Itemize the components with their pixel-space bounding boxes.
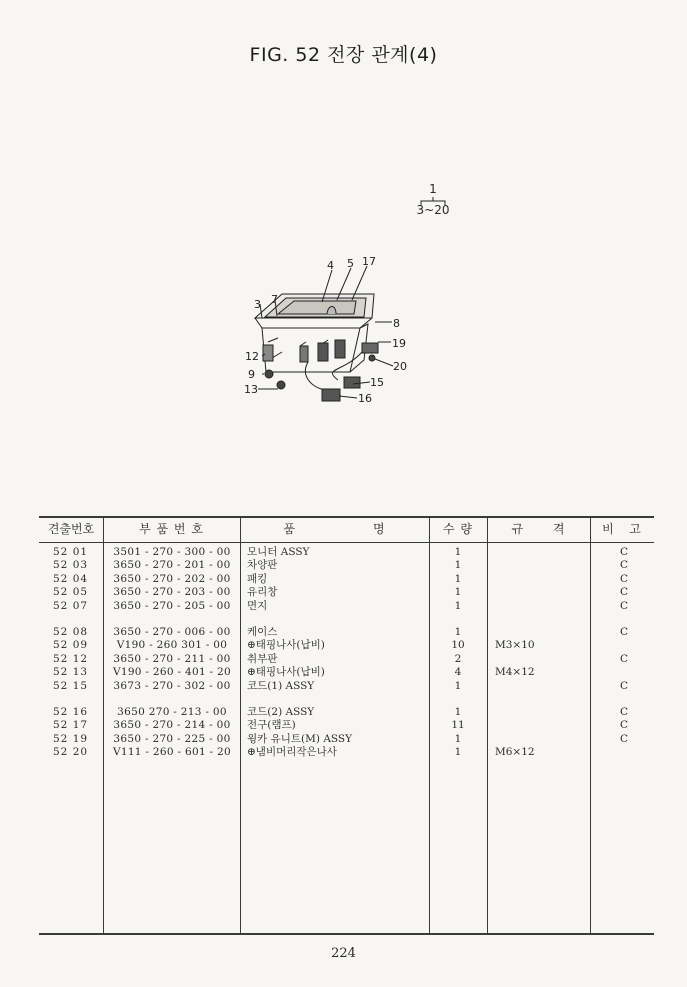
header-part-number: 부 품 번 호 bbox=[139, 522, 204, 536]
row-part-number: 3650 270 - 213 - 00 bbox=[117, 705, 227, 718]
row-index: 52 03 bbox=[53, 559, 89, 572]
callout-15: 15 bbox=[370, 376, 384, 389]
row-remark: C bbox=[619, 679, 629, 692]
row-quantity: 1 bbox=[454, 572, 462, 585]
row-index: 52 04 bbox=[53, 572, 89, 585]
row-index: 52 12 bbox=[53, 652, 89, 665]
table-row bbox=[39, 680, 654, 693]
row-part-name: 케이스 bbox=[247, 625, 278, 638]
row-index: 52 15 bbox=[53, 679, 89, 692]
assembly-children: 3~20 bbox=[416, 203, 450, 217]
table-row bbox=[39, 559, 654, 572]
callout-19: 19 bbox=[392, 337, 406, 350]
callout-4: 4 bbox=[327, 259, 334, 272]
row-part-number: 3673 - 270 - 302 - 00 bbox=[113, 679, 231, 692]
table-row bbox=[39, 586, 654, 599]
callout-20: 20 bbox=[393, 360, 407, 373]
table-row bbox=[39, 573, 654, 586]
row-index: 52 07 bbox=[53, 599, 89, 612]
row-part-number: V111 - 260 - 601 - 20 bbox=[112, 746, 232, 759]
row-remark: C bbox=[619, 652, 629, 665]
row-part-number: 3501 - 270 - 300 - 00 bbox=[113, 546, 231, 558]
row-quantity: 1 bbox=[454, 746, 462, 759]
parts-table bbox=[39, 516, 654, 935]
row-quantity: 1 bbox=[454, 599, 462, 612]
row-quantity: 1 bbox=[454, 705, 462, 718]
row-part-name: ⊕태핑나사(납비) bbox=[247, 639, 325, 652]
callout-13: 13 bbox=[244, 383, 258, 396]
page-title: FIG. 52 전장 관계(4) bbox=[249, 44, 438, 66]
row-part-name: 윙카 유니트(M) ASSY bbox=[247, 732, 353, 745]
row-part-number: 3650 - 270 - 211 - 00 bbox=[113, 652, 231, 665]
row-part-name: 패킹 bbox=[247, 572, 268, 585]
header-part-name: 품 명 bbox=[283, 522, 386, 536]
row-quantity: 1 bbox=[454, 546, 462, 558]
exploded-parts-diagram bbox=[230, 248, 420, 413]
row-part-name: 코드(2) ASSY bbox=[247, 705, 315, 718]
row-index: 52 09 bbox=[53, 639, 89, 652]
callout-5: 5 bbox=[347, 257, 354, 270]
row-quantity: 1 bbox=[454, 732, 462, 745]
assembly-parent: 1 bbox=[429, 182, 437, 196]
parts-list bbox=[39, 546, 654, 759]
table-row bbox=[39, 626, 654, 639]
row-part-number: 3650 - 270 - 203 - 00 bbox=[113, 586, 231, 599]
row-part-name: 취부판 bbox=[247, 652, 278, 665]
row-remark: C bbox=[619, 719, 629, 732]
row-index: 52 20 bbox=[53, 746, 89, 759]
row-spec: M6×12 bbox=[495, 746, 535, 759]
row-part-number: 3650 - 270 - 006 - 00 bbox=[113, 625, 231, 638]
header-spec: 규 격 bbox=[511, 522, 566, 536]
row-part-name: ⊕태핑나사(납비) bbox=[247, 666, 325, 679]
table-row bbox=[39, 600, 654, 613]
callout-9: 9 bbox=[248, 368, 255, 381]
row-index: 52 05 bbox=[53, 586, 89, 599]
header-index: 견출번호 bbox=[47, 522, 95, 536]
row-part-number: 3650 - 270 - 201 - 00 bbox=[113, 559, 231, 572]
row-remark: C bbox=[619, 705, 629, 718]
table-row bbox=[39, 653, 654, 666]
row-spec: M4×12 bbox=[495, 666, 535, 679]
row-quantity: 11 bbox=[451, 719, 465, 732]
row-quantity: 4 bbox=[454, 666, 462, 679]
row-index: 52 19 bbox=[53, 732, 89, 745]
header-quantity: 수 량 bbox=[443, 522, 473, 536]
row-part-name: 면지 bbox=[247, 599, 268, 612]
row-index: 52 13 bbox=[53, 666, 89, 679]
row-part-name: 전구(램프) bbox=[247, 719, 296, 732]
row-remark: C bbox=[619, 625, 629, 638]
row-part-number: V190 - 260 - 401 - 20 bbox=[112, 666, 232, 679]
row-remark: C bbox=[619, 586, 629, 599]
row-part-number: 3650 - 270 - 205 - 00 bbox=[113, 599, 231, 612]
row-part-name: 유리창 bbox=[247, 586, 278, 599]
row-part-number: 3650 - 270 - 214 - 00 bbox=[113, 719, 231, 732]
row-quantity: 1 bbox=[454, 559, 462, 572]
assembly-note bbox=[412, 184, 454, 220]
row-spec: M3×10 bbox=[495, 639, 535, 652]
table-row bbox=[39, 639, 654, 652]
callout-16: 16 bbox=[358, 392, 372, 405]
row-remark: C bbox=[619, 732, 629, 745]
row-part-number: 3650 - 270 - 225 - 00 bbox=[113, 732, 231, 745]
callout-8: 8 bbox=[393, 317, 400, 330]
page-number: 224 bbox=[331, 946, 356, 961]
row-index: 52 08 bbox=[53, 625, 89, 638]
row-quantity: 10 bbox=[451, 639, 465, 652]
row-part-name: 모니터 ASSY bbox=[247, 546, 310, 558]
row-index: 52 01 bbox=[53, 546, 89, 558]
row-quantity: 1 bbox=[454, 679, 462, 692]
row-remark: C bbox=[619, 599, 629, 612]
table-row bbox=[39, 706, 654, 719]
table-row bbox=[39, 733, 654, 746]
row-remark: C bbox=[619, 559, 629, 572]
row-quantity: 1 bbox=[454, 586, 462, 599]
row-index: 52 16 bbox=[53, 705, 89, 718]
table-row bbox=[39, 719, 654, 732]
row-part-number: 3650 - 270 - 202 - 00 bbox=[113, 572, 231, 585]
table-row bbox=[39, 666, 654, 679]
row-part-name: ⊕냄비머리작은나사 bbox=[247, 746, 337, 759]
table-row bbox=[39, 546, 654, 559]
row-part-name: 차양판 bbox=[247, 559, 278, 572]
table-row bbox=[39, 746, 654, 759]
row-part-name: 코드(1) ASSY bbox=[247, 679, 315, 692]
row-remark: C bbox=[619, 546, 629, 558]
row-quantity: 1 bbox=[454, 625, 462, 638]
row-index: 52 17 bbox=[53, 719, 89, 732]
callout-17: 17 bbox=[362, 255, 376, 268]
row-part-number: V190 - 260 301 - 00 bbox=[116, 639, 228, 652]
callout-7: 7 bbox=[271, 293, 278, 306]
row-quantity: 2 bbox=[454, 652, 462, 665]
header-remark: 비 고 bbox=[602, 522, 642, 536]
callout-3: 3 bbox=[254, 298, 261, 311]
row-remark: C bbox=[619, 572, 629, 585]
callout-12: 12 bbox=[245, 350, 259, 363]
